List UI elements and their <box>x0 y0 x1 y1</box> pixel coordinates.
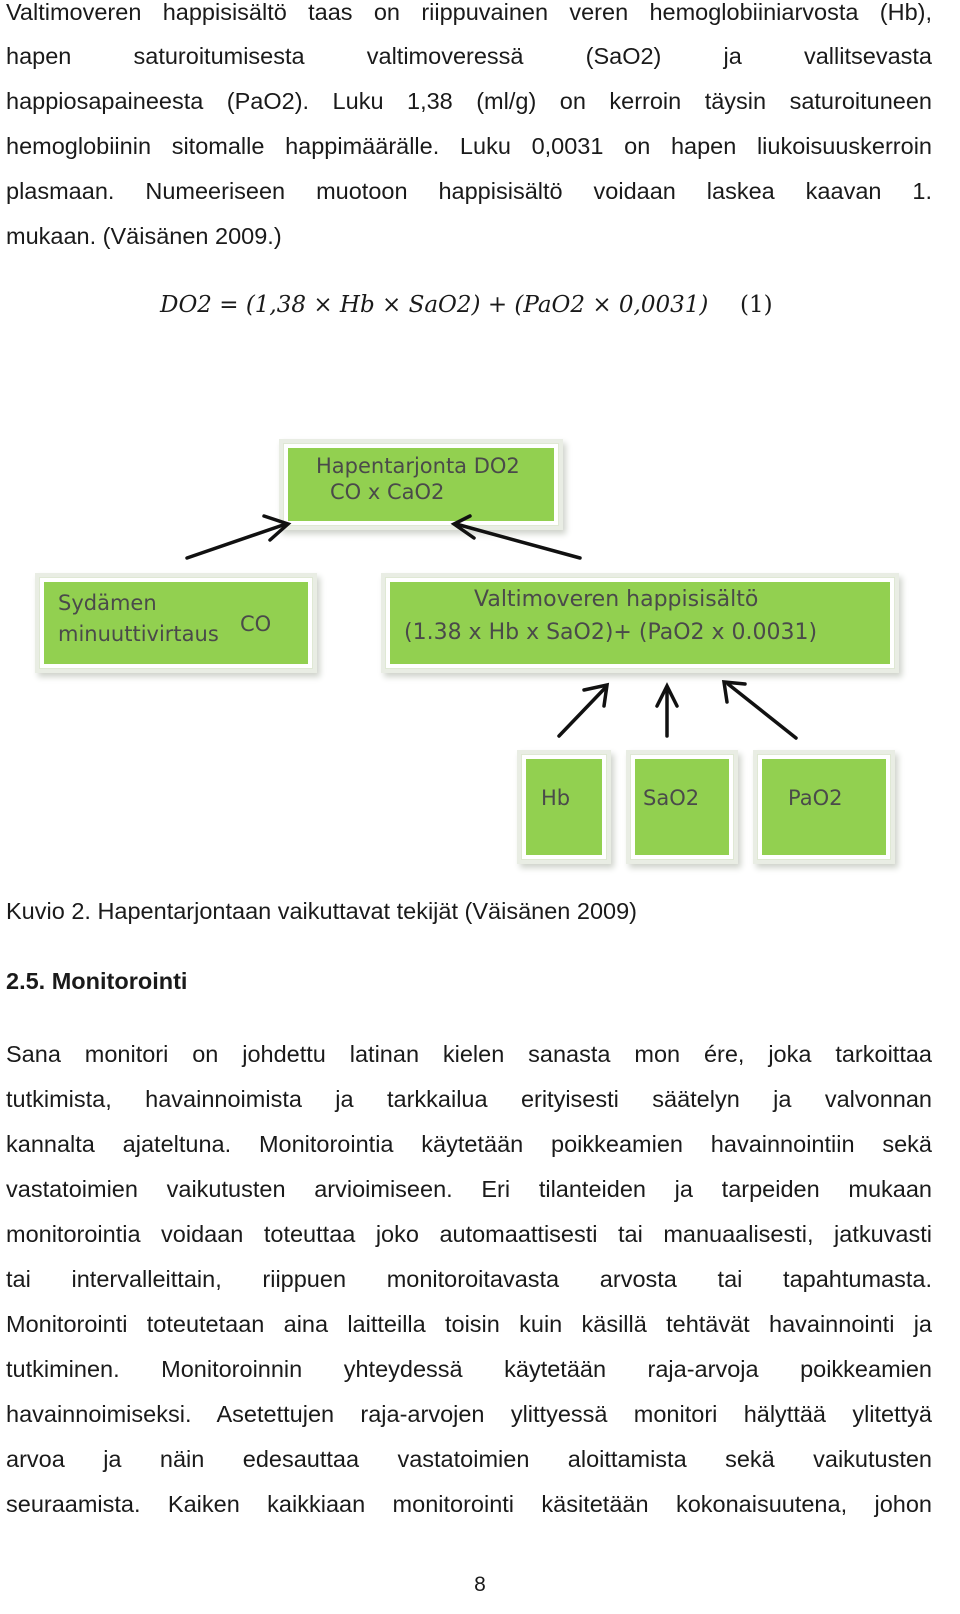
text-line: monitorointia voidaan toteuttaa joko automaattisesti tai manuaalisesti, jatkuvasti <box>6 1221 932 1247</box>
page-number: 8 <box>474 1573 486 1596</box>
sao2-label: SaO2 <box>643 786 700 810</box>
text-line: Sana monitori on johdettu latinan kielen sanasta mon ére, joka tarkoittaa <box>6 1041 932 1067</box>
text-line: plasmaan. Numeeriseen muotoon happisisältö voidaan laskea kaavan 1. <box>6 178 932 204</box>
text-line: hemoglobiinin sitomalle happimäärälle. Luku 0,0031 on hapen liukoisuuskerroin <box>6 133 932 159</box>
text-line: havainnoimiseksi. Asetettujen raja-arvojen ylittyessä monitori hälyttää ylitettyä <box>6 1401 932 1427</box>
equation-number: (1) <box>740 292 773 318</box>
text-line: mukaan. (Väisänen 2009.) <box>6 223 282 249</box>
text-line: vastatoimien vaikutusten arvioimiseen. Eri tilanteiden ja tarpeiden mukaan <box>6 1176 932 1202</box>
text-line: tutkimista, havainnoimista ja tarkkailua erityisesti säätelyn ja valvonnan <box>6 1086 932 1112</box>
pao2-label: PaO2 <box>788 786 843 810</box>
text-line: seuraamista. Kaiken kaikkiaan monitorointi käsitetään kokonaisuutena, johon <box>6 1491 932 1517</box>
oxygen-delivery-diagram <box>0 420 960 890</box>
cardiac-output-label-line1: Sydämen <box>58 591 157 615</box>
arterial-content-label: Valtimoveren happisisältö <box>474 587 759 612</box>
figure-caption: Kuvio 2. Hapentarjontaan vaikuttavat tekijät (Väisänen 2009) <box>6 898 637 924</box>
text-line: kannalta ajateltuna. Monitorointia käytetään poikkeamien havainnointiin sekä <box>6 1131 932 1157</box>
text-line: hapen saturoitumisesta valtimoveressä (SaO2) ja vallitsevasta <box>6 43 932 69</box>
text-line: happiosapaineesta (PaO2). Luku 1,38 (ml/g) on kerroin täysin saturoituneen <box>6 88 932 114</box>
text-line: Valtimoveren happisisältö taas on riippuvainen veren hemoglobiiniarvosta (Hb), <box>6 0 932 25</box>
arrow-hb-to-content <box>559 685 607 736</box>
text-line: tai intervalleittain, riippuen monitoroitavasta arvosta tai tapahtumasta. <box>6 1266 932 1292</box>
text-line: tutkiminen. Monitoroinnin yhteydessä käytetään raja-arvoja poikkeamien <box>6 1356 932 1382</box>
section-heading: 2.5. Monitorointi <box>6 968 188 994</box>
cardiac-output-abbr: CO <box>240 612 272 636</box>
arrow-pao2-to-content <box>724 682 796 738</box>
text-line: Monitorointi toteutetaan aina laitteilla toisin kuin käsillä tehtävät havainnointi ja <box>6 1311 932 1337</box>
cardiac-output-label-line2: minuuttivirtaus <box>58 622 219 646</box>
arrow-co-to-delivery <box>187 516 288 558</box>
arrow-sao2-to-content <box>657 686 677 736</box>
text-line: arvoa ja näin edesauttaa vastatoimien aloittamista sekä vaikutusten <box>6 1446 932 1472</box>
oxygen-delivery-label: Hapentarjonta DO2 <box>316 454 520 478</box>
diagram-arrows <box>0 420 960 890</box>
equation-expression: DO2 = (1,38 × Hb × SaO2) + (PaO2 × 0,0031) <box>160 292 709 318</box>
oxygen-delivery-formula: CO x CaO2 <box>330 480 445 504</box>
arrow-content-to-delivery <box>454 516 580 558</box>
hb-label: Hb <box>541 786 571 810</box>
arterial-content-formula: (1.38 x Hb x SaO2)+ (PaO2 x 0.0031) <box>404 620 818 645</box>
